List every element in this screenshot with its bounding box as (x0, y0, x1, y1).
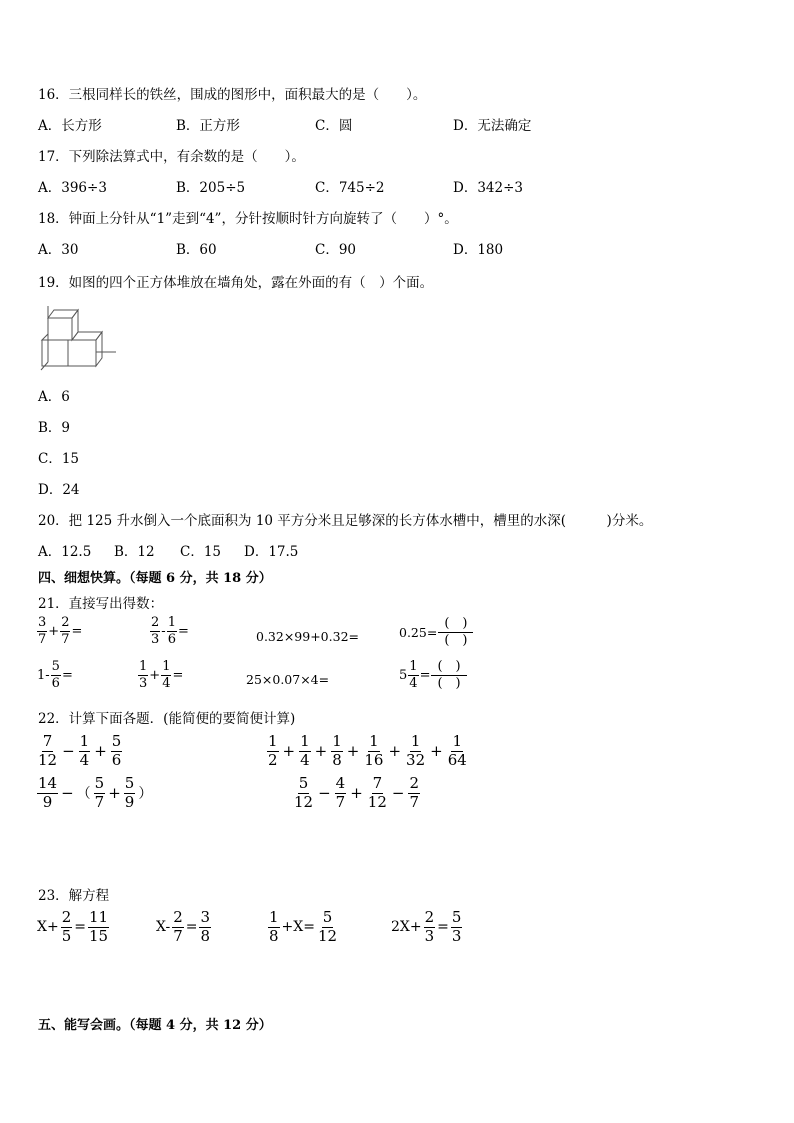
q21-expr-3: 0.32×99+0.32= (256, 629, 359, 644)
q17-option-a[interactable]: A．396÷3 (38, 180, 107, 196)
q23-equation-4: 2X+ $\frac{2}{3}$ = $\frac{5}{3}$ (391, 908, 462, 945)
q16-option-c[interactable]: C．圆 (315, 118, 353, 134)
q20-option-d[interactable]: D．17.5 (244, 544, 299, 560)
stacked-cubes-figure (36, 302, 120, 374)
q18-option-a[interactable]: A．30 (38, 242, 79, 258)
q19-option-c[interactable]: C．15 (38, 451, 80, 467)
q19-stem: 19．如图的四个正方体堆放在墙角处，露在外面的有（ ）个面。 (38, 275, 434, 291)
q20-option-c[interactable]: C．15 (180, 544, 222, 560)
fraction: $\frac{5}{9}$ (124, 774, 135, 811)
fraction: $\frac{1}{4}$ (300, 732, 310, 769)
fraction: $\frac{2}{7}$ (61, 615, 70, 647)
fraction: $\frac{1}{4}$ (162, 659, 171, 691)
fraction: $\frac{1}{2}$ (268, 732, 278, 769)
q21-expr-1: $\frac{3}{7}$ + $\frac{2}{7}$ = (38, 615, 83, 647)
q21-stem: 21．直接写出得数： (38, 596, 164, 612)
fraction: $\frac{5}{12}$ (294, 774, 314, 811)
q21-expr-4: 0.25= $\frac{( )}{( )}$ (399, 617, 473, 647)
q18-option-c[interactable]: C．90 (315, 242, 357, 258)
fraction: $\frac{1}{6}$ (167, 615, 176, 647)
q22-expr-b: $\frac{1}{2}$ + $\frac{1}{4}$ + $\frac{1}{8}$ + $\frac{1}{16}$ + $\frac{1}{32}$ + $\frac{1}{64}$ (268, 732, 467, 769)
q21-expr-7: 25×0.07×4= (246, 672, 330, 687)
q23-equation-1: X+ $\frac{2}{5}$ = $\frac{11}{15}$ (37, 908, 109, 945)
fraction: $\frac{3}{7}$ (38, 615, 47, 647)
fraction: $\frac{1}{64}$ (447, 732, 467, 769)
q16-option-b[interactable]: B．正方形 (176, 118, 240, 134)
q23-equation-3: $\frac{1}{8}$ +X= $\frac{5}{12}$ (269, 908, 338, 945)
fraction: $\frac{1}{32}$ (406, 732, 426, 769)
q17-stem: 17．下列除法算式中，有余数的是（ ）。 (38, 149, 305, 165)
q18-stem: 18．钟面上分针从“1”走到“4”，分针按顺时针方向旋转了（ ）°。 (38, 211, 458, 227)
q21-expr-2: $\frac{2}{3}$ - $\frac{1}{6}$ = (151, 615, 189, 647)
fraction: $\frac{1}{3}$ (139, 659, 148, 691)
fraction: $\frac{11}{15}$ (88, 908, 109, 945)
fraction: $\frac{2}{7}$ (409, 774, 420, 811)
fraction: $\frac{2}{5}$ (61, 908, 72, 945)
q23-stem: 23．解方程 (38, 888, 110, 904)
q22-expr-d: $\frac{5}{12}$ − $\frac{4}{7}$ + $\frac{7}{12}$ − $\frac{2}{7}$ (294, 774, 420, 811)
q17-option-b[interactable]: B．205÷5 (176, 180, 246, 196)
fraction: $\frac{1}{16}$ (364, 732, 384, 769)
fraction: $\frac{1}{4}$ (409, 659, 418, 691)
fraction: $\frac{1}{8}$ (269, 908, 279, 945)
q17-option-c[interactable]: C．745÷2 (315, 180, 385, 196)
q18-option-d[interactable]: D．180 (453, 242, 504, 258)
q18-option-b[interactable]: B．60 (176, 242, 217, 258)
q19-option-a[interactable]: A．6 (38, 389, 70, 405)
q19-option-b[interactable]: B．9 (38, 420, 71, 436)
q20-option-b[interactable]: B．12 (114, 544, 155, 560)
q16-stem: 16．三根同样长的铁丝，围成的图形中，面积最大的是（ ）。 (38, 87, 427, 103)
section-4-title: 四、细想快算。（每题 6 分，共 18 分） (38, 571, 272, 586)
fraction: $\frac{5}{3}$ (451, 908, 462, 945)
q17-option-d[interactable]: D．342÷3 (453, 180, 523, 196)
fraction: $\frac{5}{6}$ (51, 659, 60, 691)
fraction: $\frac{1}{8}$ (332, 732, 342, 769)
fraction: $\frac{4}{7}$ (335, 774, 346, 811)
q22-stem: 22．计算下面各题．(能简便的要简便计算) (38, 711, 296, 727)
fraction: $\frac{1}{4}$ (79, 732, 90, 769)
fraction: $\frac{5}{7}$ (94, 774, 105, 811)
q22-expr-a: $\frac{7}{12}$ − $\frac{1}{4}$ + $\frac{5}{6}$ (38, 732, 122, 769)
fraction: $\frac{2}{3}$ (151, 615, 160, 647)
fraction: $\frac{5}{12}$ (317, 908, 338, 945)
q20-option-a[interactable]: A．12.5 (38, 544, 92, 560)
fraction: $\frac{7}{12}$ (367, 774, 387, 811)
fraction: $\frac{5}{6}$ (111, 732, 122, 769)
q22-expr-c: $\frac{14}{9}$ − （ $\frac{5}{7}$ + $\frac{5}{9}$ ） (38, 774, 153, 811)
fraction: $\frac{7}{12}$ (38, 732, 58, 769)
q20-stem: 20．把 125 升水倒入一个底面积为 10 平方分米且足够深的长方体水槽中，槽里的水深( )分米。 (38, 513, 653, 529)
fraction: $\frac{3}{8}$ (200, 908, 211, 945)
q21-expr-8: 5 $\frac{1}{4}$ = $\frac{( )}{( )}$ (399, 660, 467, 690)
section-5-title: 五、能写会画。（每题 4 分，共 12 分） (38, 1018, 272, 1033)
fraction: $\frac{2}{3}$ (424, 908, 435, 945)
q21-expr-5: 1- $\frac{5}{6}$ = (37, 659, 73, 691)
q19-option-d[interactable]: D．24 (38, 482, 80, 498)
fraction: $\frac{14}{9}$ (38, 774, 58, 811)
blank-fraction: $\frac{( )}{( )}$ (431, 660, 466, 690)
q16-option-d[interactable]: D．无法确定 (453, 118, 532, 134)
q21-expr-6: $\frac{1}{3}$ + $\frac{1}{4}$ = (139, 659, 184, 691)
q16-option-a[interactable]: A．长方形 (38, 118, 102, 134)
q23-equation-2: X- $\frac{2}{7}$ = $\frac{3}{8}$ (156, 908, 211, 945)
fraction: $\frac{2}{7}$ (173, 908, 183, 945)
blank-fraction: $\frac{( )}{( )}$ (438, 617, 473, 647)
